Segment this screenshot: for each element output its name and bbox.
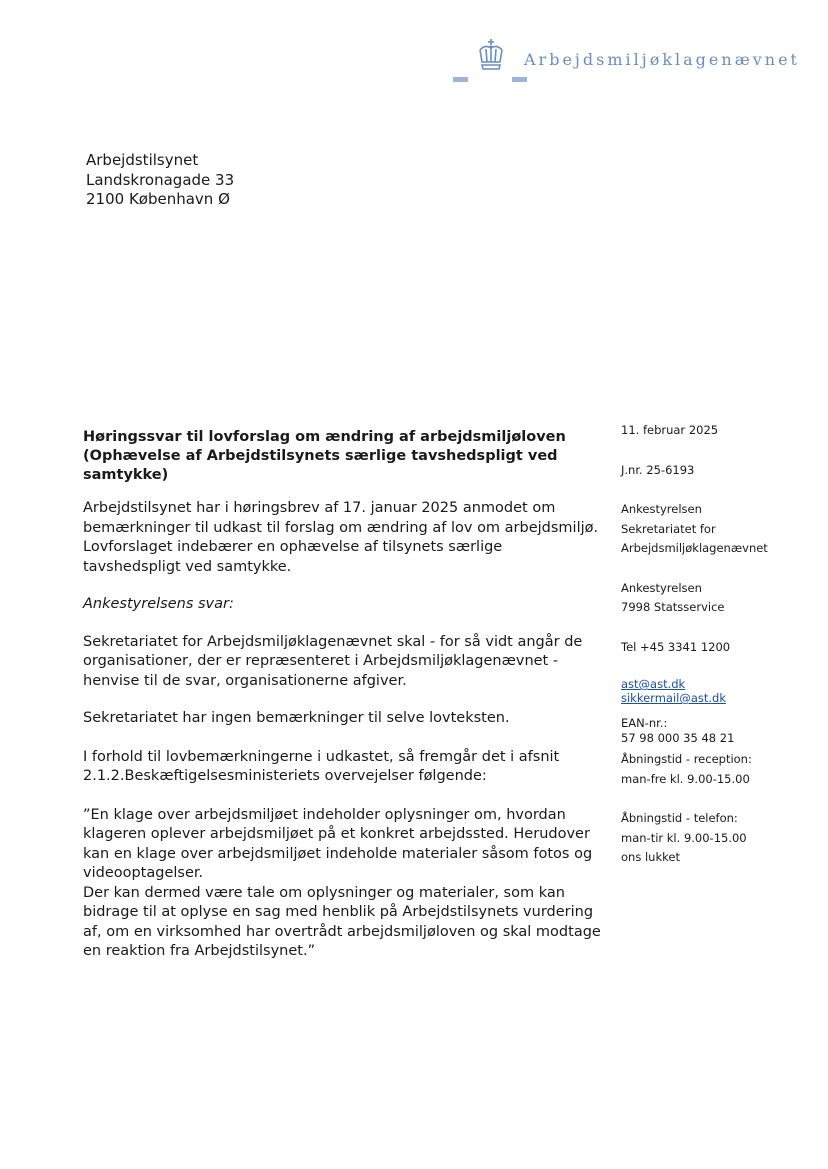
quote-paragraph-1: ”En klage over arbejdsmiljøet indeholder oplysninger om, hvordan klageren oplever arbejdsmiljøet på et konkret arbejdssted. Herudover kan en klage over arbejdsmiljøet indeholde materialer såsom fotos og videooptagelser. [83, 806, 593, 881]
sender-line: Arbejdsmiljøklagenævnet [621, 541, 768, 555]
reception-hours-label: Åbningstid - reception: [621, 752, 752, 766]
phone-hours-extra: ons lukket [621, 850, 680, 864]
postal-address [621, 579, 821, 618]
letter-body [83, 428, 603, 962]
letter-subject [83, 428, 603, 485]
remarks-intro-paragraph: I forhold til lovbemærkningerne i udkastet, så fremgår det i afsnit 2.1.2.Beskæftigelsesministeriets overvejelser følgende: [83, 748, 560, 784]
ean-value: 57 98 000 35 48 21 [621, 731, 735, 745]
sender-line: Ankestyrelsen [621, 502, 702, 516]
subject-line: samtykke) [83, 467, 169, 483]
no-remarks-paragraph: Sekretariatet har ingen bemærkninger til selve lovteksten. [83, 710, 510, 726]
postal-line: 7998 Statsservice [621, 600, 725, 614]
phone-hours [621, 809, 821, 868]
phone-hours-label: Åbningstid - telefon: [621, 811, 738, 825]
sender-address [621, 500, 821, 559]
recipient-address [86, 151, 234, 210]
crown-icon [476, 38, 506, 72]
subject-line: (Ophævelse af Arbejdstilsynets særlige tavshedspligt ved [83, 448, 558, 464]
sender-line: Sekretariatet for [621, 521, 716, 536]
recipient-street: Landskronagade 33 [86, 170, 235, 189]
reception-hours [621, 750, 821, 789]
phone-number: Tel +45 3341 1200 [621, 639, 731, 654]
ean-label: EAN-nr.: [621, 716, 668, 730]
postal-line: Ankestyrelsen [621, 580, 702, 595]
recipient-city: 2100 København Ø [86, 190, 230, 208]
email-link[interactable]: ast@ast.dk [621, 677, 686, 691]
recipient-name: Arbejdstilsynet [86, 151, 199, 169]
quote-paragraph-2: Der kan dermed være tale om oplysninger og materialer, som kan bidrage til at oplyse en sag med henblik på Arbejdstilsynets vurdering af, om en virksomhed har overtrådt arbejdsmiljøloven og skal modtage en reaktion fra Arbejdstilsynet.” [83, 884, 601, 959]
decorative-bar-right [512, 77, 527, 82]
phone-hours-value: man-tir kl. 9.00-15.00 [621, 830, 747, 845]
letter-date: 11. februar 2025 [621, 423, 719, 437]
answer-heading: Ankestyrelsens svar: [83, 596, 234, 612]
org-name: Arbejdsmiljøklagenævnet [524, 50, 800, 69]
journal-number: J.nr. 25-6193 [621, 462, 695, 477]
intro-paragraph: Arbejdstilsynet har i høringsbrev af 17. januar 2025 anmodet om bemærkninger til udkast til forslag om ændring af lov om arbejdsmiljø. Lovforslaget indebærer en ophævelse af tilsynets særlige tavshedspligt ved samtykke. [83, 500, 599, 575]
email-links [621, 677, 821, 705]
decorative-bar-left [453, 77, 468, 82]
subject-line: Høringssvar til lovforslag om ændring af arbejdsmiljøloven [83, 429, 566, 445]
sender-sidebar [621, 421, 821, 868]
secure-email-link[interactable]: sikkermail@ast.dk [621, 691, 726, 705]
reception-hours-value: man-fre kl. 9.00-15.00 [621, 771, 750, 786]
organisations-paragraph: Sekretariatet for Arbejdsmiljøklagenævnet skal - for så vidt angår de organisationer, der er repræsenteret i Arbejdsmiljøklagenævnet - henvise til de svar, organisationerne afgiver. [83, 633, 583, 689]
